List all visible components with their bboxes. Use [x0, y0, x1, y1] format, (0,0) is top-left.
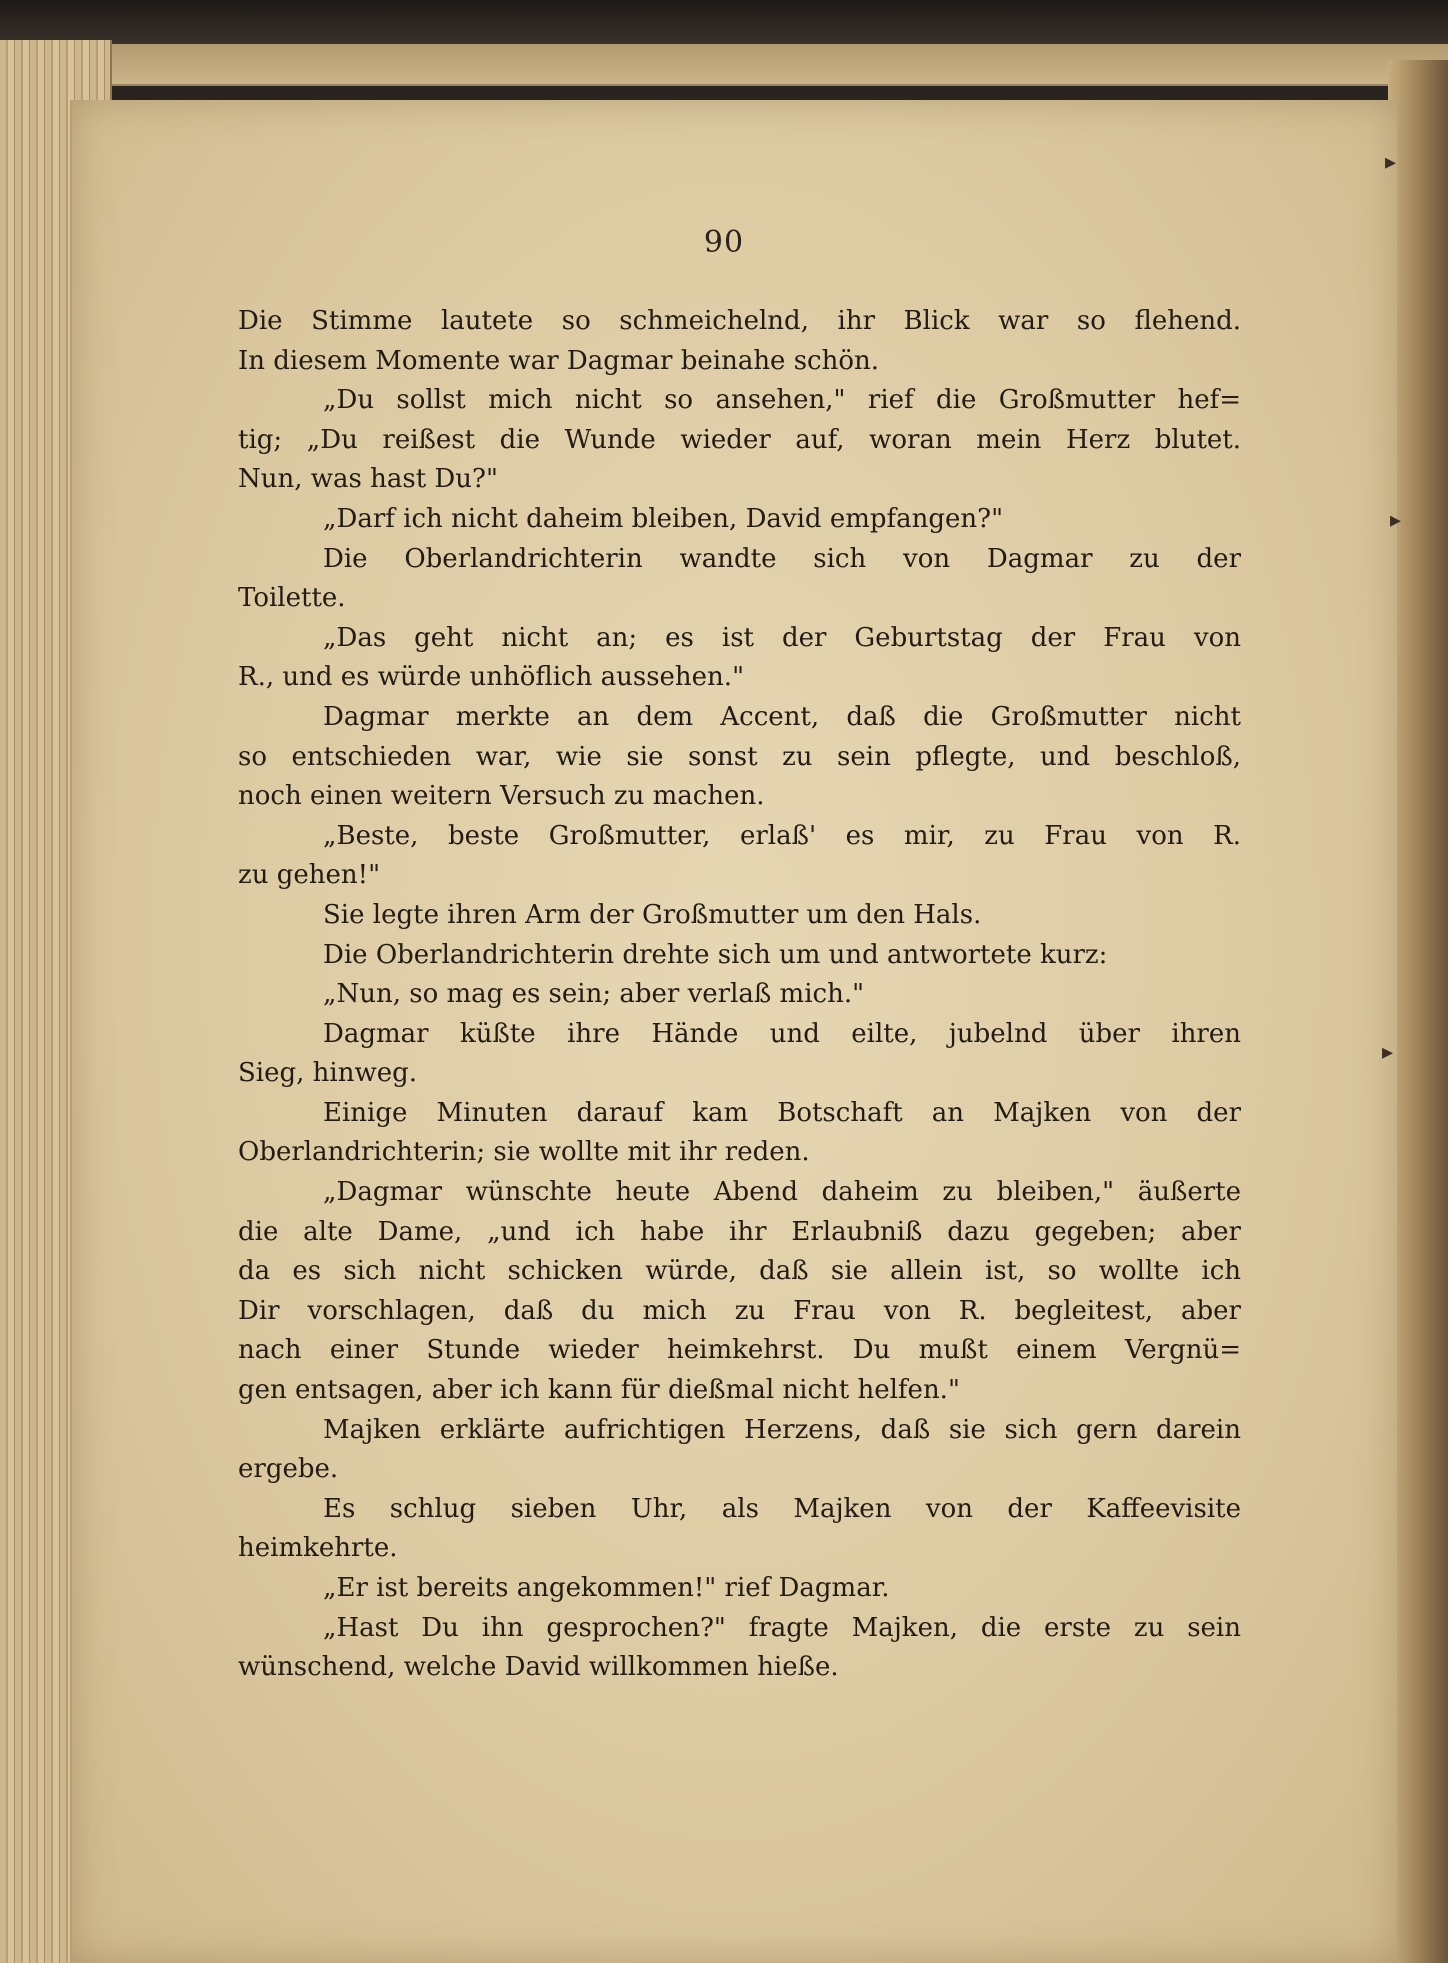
text-line: Die Stimme lautete so schmeichelnd, ihr Blick war so flehend.: [238, 306, 1241, 336]
margin-mark: ▸: [1390, 508, 1402, 533]
text-line: nach einer Stunde wieder heimkehrst. Du mußt einem Vergnü=: [238, 1335, 1241, 1366]
book-top-edge: [0, 44, 1448, 86]
text-line: In diesem Momente war Dagmar beinahe schön.: [238, 345, 880, 376]
text-line: „Darf ich nicht daheim bleiben, David empfangen?": [323, 503, 1004, 534]
text-line: ergebe.: [238, 1454, 339, 1485]
text-line: tig; „Du reißest die Wunde wieder auf, woran mein Herz blutet.: [238, 424, 1241, 455]
text-line: „Du sollst mich nicht so ansehen," rief die Großmutter hef=: [323, 385, 1241, 416]
text-line: heimkehrte.: [238, 1533, 398, 1564]
text-line: Majken erklärte aufrichtigen Herzens, daß sie sich gern darein: [323, 1414, 1241, 1445]
text-line: noch einen weitern Versuch zu machen.: [238, 781, 765, 812]
body-text: [238, 302, 1241, 1688]
text-line: Die Oberlandrichterin drehte sich um und antwortete kurz:: [323, 939, 1108, 970]
text-line: Die Oberlandrichterin wandte sich von Dagmar zu der: [323, 543, 1241, 574]
text-line: „Beste, beste Großmutter, erlaß' es mir, zu Frau von R.: [323, 820, 1241, 851]
text-line: „Nun, so mag es sein; aber verlaß mich.": [323, 979, 865, 1010]
margin-mark: ▸: [1385, 150, 1397, 175]
text-line: R., und es würde unhöflich aussehen.": [238, 662, 745, 693]
text-line: wünschend, welche David willkommen hieße.: [238, 1652, 839, 1683]
right-page-edge: [1388, 60, 1448, 1963]
text-line: Es schlug sieben Uhr, als Majken von der Kaffeevisite: [323, 1493, 1241, 1524]
text-line: gen entsagen, aber ich kann für dießmal nicht helfen.": [238, 1375, 960, 1406]
text-line: Dagmar merkte an dem Accent, daß die Großmutter nicht: [323, 701, 1241, 732]
text-line: Dagmar küßte ihre Hände und eilte, jubelnd über ihren: [323, 1018, 1241, 1049]
text-line: Dir vorschlagen, daß du mich zu Frau von R. begleitest, aber: [238, 1295, 1241, 1326]
text-line: „Dagmar wünschte heute Abend daheim zu bleiben," äußerte: [323, 1177, 1241, 1208]
text-line: die alte Dame, „und ich habe ihr Erlaubniß dazu gegeben; aber: [238, 1216, 1241, 1247]
text-line: Toilette.: [238, 583, 346, 614]
text-line: „Das geht nicht an; es ist der Geburtstag der Frau von: [323, 622, 1241, 653]
text-line: zu gehen!": [238, 860, 381, 891]
text-line: Einige Minuten darauf kam Botschaft an Majken von der: [323, 1097, 1241, 1128]
page-number: 90: [703, 225, 745, 260]
text-line: Sieg, hinweg.: [238, 1058, 418, 1089]
text-line: „Hast Du ihn gesprochen?" fragte Majken, die erste zu sein: [323, 1612, 1241, 1643]
background-top: [0, 0, 1448, 48]
text-line: da es sich nicht schicken würde, daß sie allein ist, so wollte ich: [238, 1256, 1241, 1287]
text-line: „Er ist bereits angekommen!" rief Dagmar.: [323, 1573, 890, 1603]
text-line: Nun, was hast Du?": [238, 464, 498, 495]
text-line: so entschieden war, wie sie sonst zu sein pflegte, und beschloß,: [238, 741, 1241, 772]
text-line: Sie legte ihren Arm der Großmutter um den Hals.: [323, 899, 982, 930]
margin-mark: ▸: [1382, 1040, 1394, 1065]
text-line: Oberlandrichterin; sie wollte mit ihr reden.: [238, 1137, 810, 1168]
